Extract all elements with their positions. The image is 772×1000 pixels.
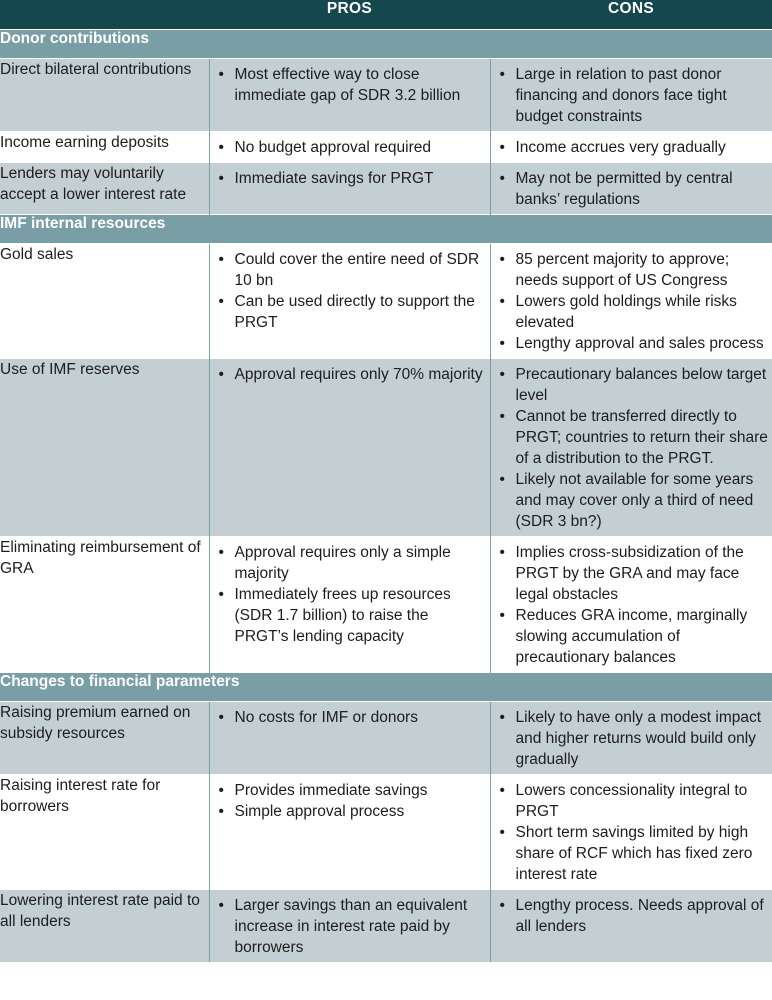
table-row [0, 889, 772, 962]
pros-cell [209, 131, 490, 162]
header-pros: PROS [326, 0, 373, 17]
table-row [0, 701, 772, 774]
cons-list [491, 890, 772, 941]
pros-bullet-item: • Could cover the entire need of SDR 10 bn [218, 249, 486, 291]
option-label: Raising interest rate for borrowers [0, 774, 209, 889]
cons-bullet-item: • Cannot be transferred directly to PRGT; countries to return their share of a distribution to the PRGT. [499, 406, 769, 469]
cons-bullet-item: • Implies cross-subsidization of the PRGT by the GRA and may face legal obstacles [499, 542, 769, 605]
cons-list [491, 775, 772, 889]
cons-bullet-item: • Lengthy approval and sales process [499, 333, 769, 354]
pros-cell [209, 889, 490, 962]
cons-bullet-item: • Short term savings limited by high share of RCF which has fixed zero interest rate [499, 822, 769, 885]
pros-list [210, 132, 490, 162]
cons-cell [490, 701, 772, 774]
option-label: Direct bilateral contributions [0, 58, 209, 131]
section-header-row [0, 29, 772, 58]
cons-cell [490, 536, 772, 672]
pros-bullet-item: • No costs for IMF or donors [218, 707, 486, 728]
cons-list [491, 59, 772, 131]
section-title: IMF internal resources [0, 214, 772, 243]
pros-cell [209, 243, 490, 358]
table-row [0, 243, 772, 358]
option-label: Gold sales [0, 243, 209, 358]
cons-cell [490, 889, 772, 962]
option-label: Lenders may voluntarily accept a lower interest rate [0, 162, 209, 214]
pros-cell [209, 162, 490, 214]
section-header-row [0, 214, 772, 243]
header-cons: CONS [608, 0, 654, 17]
option-label: Eliminating reimbursement of GRA [0, 536, 209, 672]
cons-bullet-item: • Lowers concessionality integral to PRGT [499, 780, 769, 822]
pros-bullet-item: • No budget approval required [218, 137, 486, 158]
cons-cell [490, 358, 772, 536]
pros-cell [209, 701, 490, 774]
cons-bullet-item: • May not be permitted by central banks’ regulations [499, 168, 769, 210]
section-header-row [0, 672, 772, 701]
pros-bullet-item: • Immediate savings for PRGT [218, 168, 486, 189]
cons-list [491, 163, 772, 214]
pros-list [210, 163, 490, 193]
pros-bullet-item: • Larger savings than an equivalent increase in interest rate paid by borrowers [218, 895, 486, 958]
cons-list [491, 244, 772, 358]
section-title: Changes to financial parameters [0, 672, 772, 701]
table-row [0, 536, 772, 672]
pros-bullet-item: • Immediately frees up resources (SDR 1.7 billion) to raise the PRGT’s lending capacity [218, 584, 486, 647]
pros-bullet-item: • Provides immediate savings [218, 780, 486, 801]
cons-list [491, 537, 772, 672]
pros-bullet-item: • Simple approval process [218, 801, 486, 822]
pros-list [210, 890, 490, 962]
cons-list [491, 359, 772, 536]
pros-cell [209, 536, 490, 672]
pros-cell [209, 358, 490, 536]
option-label: Lowering interest rate paid to all lenders [0, 889, 209, 962]
section-title: Donor contributions [0, 29, 772, 58]
cons-bullet-item: • Precautionary balances below target level [499, 364, 769, 406]
option-label: Income earning deposits [0, 131, 209, 162]
pros-list [210, 59, 490, 110]
option-label: Use of IMF reserves [0, 358, 209, 536]
cons-bullet-item: • Lowers gold holdings while risks elevated [499, 291, 769, 333]
pros-cell [209, 774, 490, 889]
table-row [0, 162, 772, 214]
cons-bullet-item: • Large in relation to past donor financing and donors face tight budget constraints [499, 64, 769, 127]
cons-cell [490, 58, 772, 131]
cons-bullet-item: • Lengthy process. Needs approval of all lenders [499, 895, 769, 937]
pros-list [210, 244, 490, 337]
pros-list [210, 359, 490, 389]
pros-list [210, 537, 490, 651]
cons-cell [490, 243, 772, 358]
option-label: Raising premium earned on subsidy resources [0, 701, 209, 774]
cons-bullet-item: • Income accrues very gradually [499, 137, 769, 158]
cons-bullet-item: • Reduces GRA income, marginally slowing accumulation of precautionary balances [499, 605, 769, 668]
table-row [0, 58, 772, 131]
cons-list [491, 702, 772, 774]
table-body [0, 29, 772, 962]
cons-bullet-item: • Likely to have only a modest impact and higher returns would build only gradually [499, 707, 769, 770]
pros-bullet-item: • Can be used directly to support the PRGT [218, 291, 486, 333]
table-header-row [0, 0, 772, 29]
table-row [0, 131, 772, 162]
cons-cell [490, 162, 772, 214]
pros-cell [209, 58, 490, 131]
pros-bullet-item: • Most effective way to close immediate gap of SDR 3.2 billion [218, 64, 486, 106]
cons-cell [490, 131, 772, 162]
cons-bullet-item: • 85 percent majority to approve; needs support of US Congress [499, 249, 769, 291]
pros-bullet-item: • Approval requires only 70% majority [218, 364, 486, 385]
cons-bullet-item: • Likely not available for some years and may cover only a third of need (SDR 3 bn?) [499, 469, 769, 532]
pros-list [210, 775, 490, 826]
table-row [0, 774, 772, 889]
pros-bullet-item: • Approval requires only a simple majority [218, 542, 486, 584]
cons-list [491, 132, 772, 162]
cons-cell [490, 774, 772, 889]
table-row [0, 358, 772, 536]
pros-list [210, 702, 490, 732]
header-option-cell [0, 0, 209, 29]
